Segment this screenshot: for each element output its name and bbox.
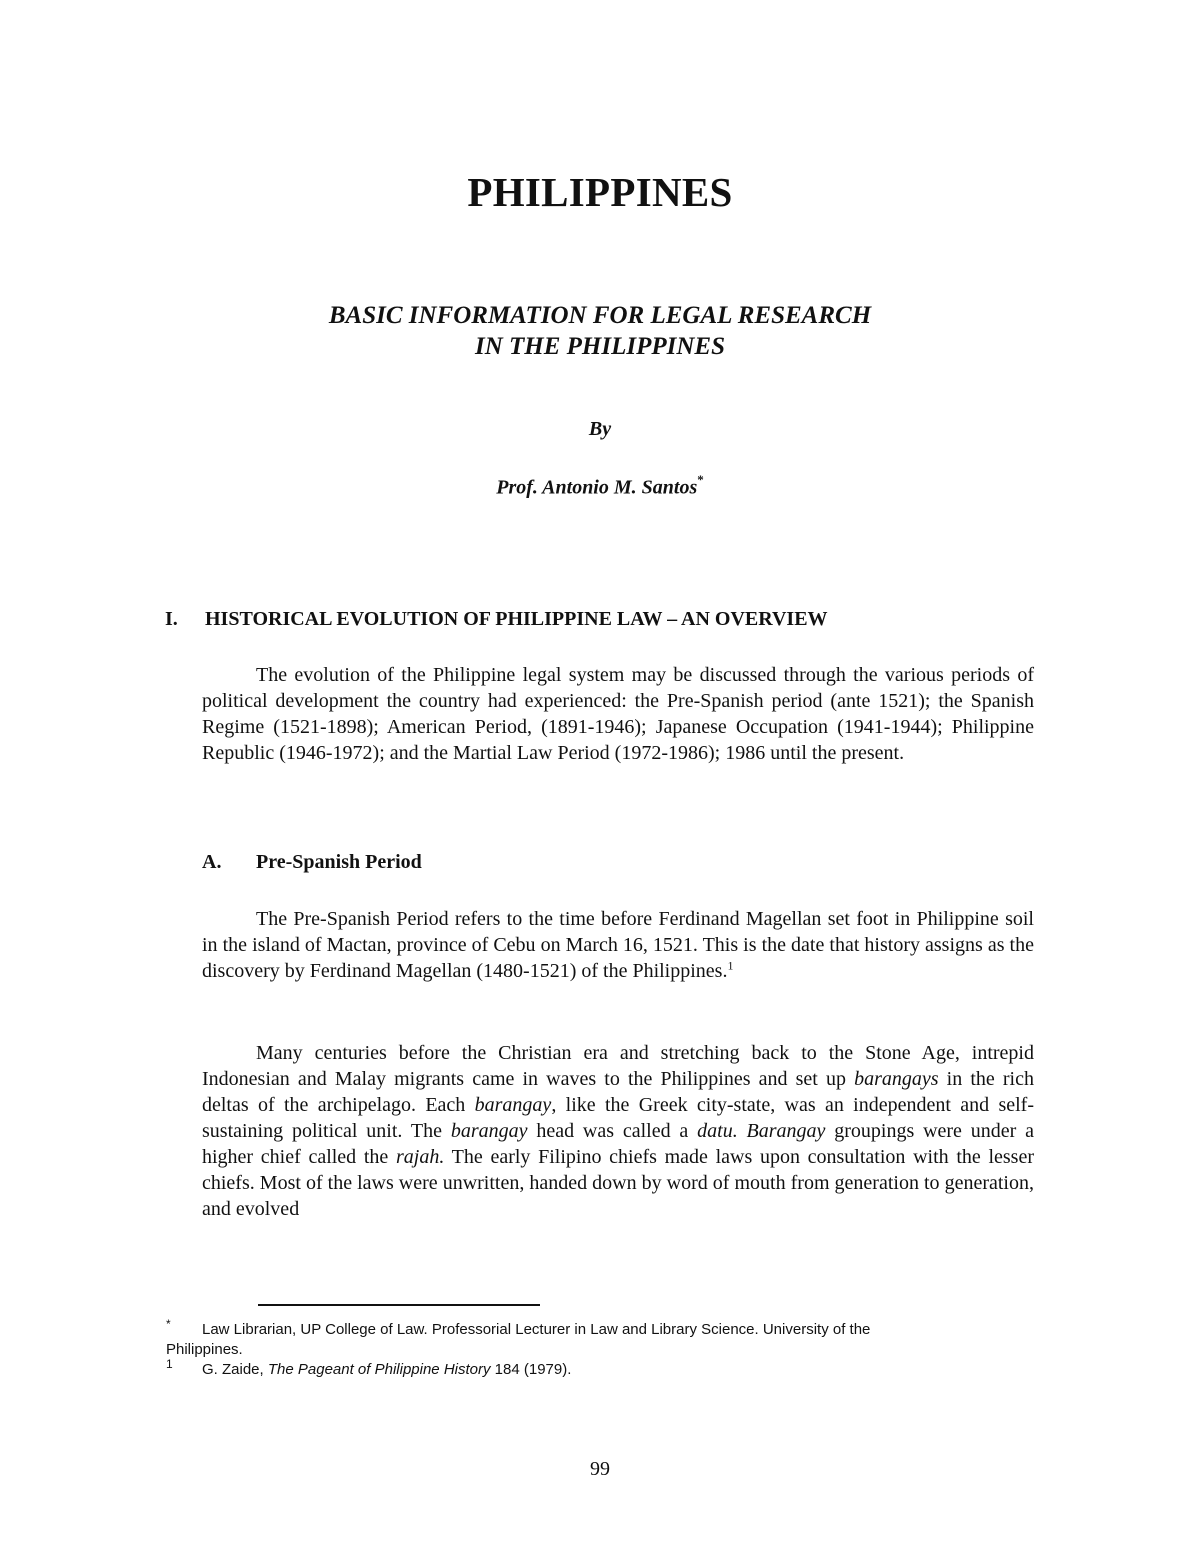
para-text: The early Filipino chiefs made laws upon consultation with the lesser chiefs. Most of the laws were unwritten, handed down by word of mouth from generation to generation, and evolved — [202, 1146, 1034, 1220]
subtitle-line-1: BASIC INFORMATION FOR LEGAL RESEARCH — [328, 302, 872, 329]
subtitle-line-2: IN THE PHILIPPINES — [474, 333, 726, 360]
footnote-1-mark: 1 — [166, 1357, 173, 1371]
page-number: 99 — [590, 1458, 610, 1480]
footnote-star-continued: Philippines. — [166, 1341, 243, 1358]
section-heading — [165, 608, 1045, 631]
subtitle — [0, 300, 1200, 362]
subsection-title: Pre-Spanish Period — [256, 851, 422, 873]
para-text: head was called a — [527, 1120, 698, 1142]
para-text: groupings were under a higher chief called the — [202, 1120, 1034, 1168]
subsection-heading — [202, 851, 1002, 874]
byline: By — [588, 418, 612, 440]
footnote-1-work: The Pageant of Philippine History — [267, 1361, 491, 1378]
page-title: PHILIPPINES — [467, 169, 733, 215]
footnote-star-text: Law Librarian, UP College of Law. Professorial Lecturer in Law and Library Science. University of the — [202, 1321, 871, 1338]
footnote-1-author: G. Zaide, — [202, 1361, 268, 1378]
author-footnote-mark: * — [697, 472, 704, 487]
footnotes — [166, 1317, 1036, 1380]
author-name: Prof. Antonio M. Santos — [496, 476, 698, 499]
para-italic-term: datu. Barangay — [697, 1120, 826, 1142]
section-number: I. — [165, 608, 178, 630]
footnote-ref-1: 1 — [727, 958, 734, 973]
para-italic-term: rajah. — [396, 1146, 445, 1168]
footnote-star — [166, 1317, 1036, 1340]
footnote-1-cite: 184 (1979). — [490, 1361, 572, 1378]
intro-paragraph: The evolution of the Philippine legal system may be discussed through the various periods of political development the country had experienced: the Pre-Spanish period (ante 1521); the Spanish Regime (1521-1898); American Period, (1891-1946); Japanese Occupation (1941-1944); Philippine Republic (1946-1972); and the Martial Law Period (1972-1986); 1986 until the present. — [202, 664, 1034, 764]
pre-spanish-paragraph — [202, 906, 1034, 984]
author-line — [0, 474, 1200, 500]
pre-spanish-text: The Pre-Spanish Period refers to the time before Ferdinand Magellan set foot in Philippine soil in the island of Mactan, province of Cebu on March 16, 1521. This is the date that history assigns as the discovery by Ferdinand Magellan (1480-1521) of the Philippines. — [202, 908, 1034, 982]
footnote-divider — [258, 1304, 540, 1306]
para-text: Many centuries before the Christian era and stretching back to the Stone Age, intrepid Indonesian and Malay migrants came in waves to the Philippines and set up — [202, 1042, 1034, 1090]
subsection-number: A. — [202, 851, 222, 873]
para-text: in the rich deltas of the archipelago. Each — [202, 1068, 1034, 1116]
para-text: , like the Greek city-state, was an independent and self-sustaining political unit. The — [202, 1094, 1034, 1142]
migrants-paragraph — [202, 1040, 1034, 1222]
section-title: HISTORICAL EVOLUTION OF PHILIPPINE LAW – AN OVERVIEW — [205, 608, 828, 630]
para-italic-term: barangays — [854, 1068, 939, 1090]
footnote-1 — [166, 1357, 1036, 1380]
para-italic-term: barangay — [474, 1094, 552, 1116]
para-italic-term: barangay — [450, 1120, 528, 1142]
footnote-star-mark: * — [166, 1317, 171, 1331]
